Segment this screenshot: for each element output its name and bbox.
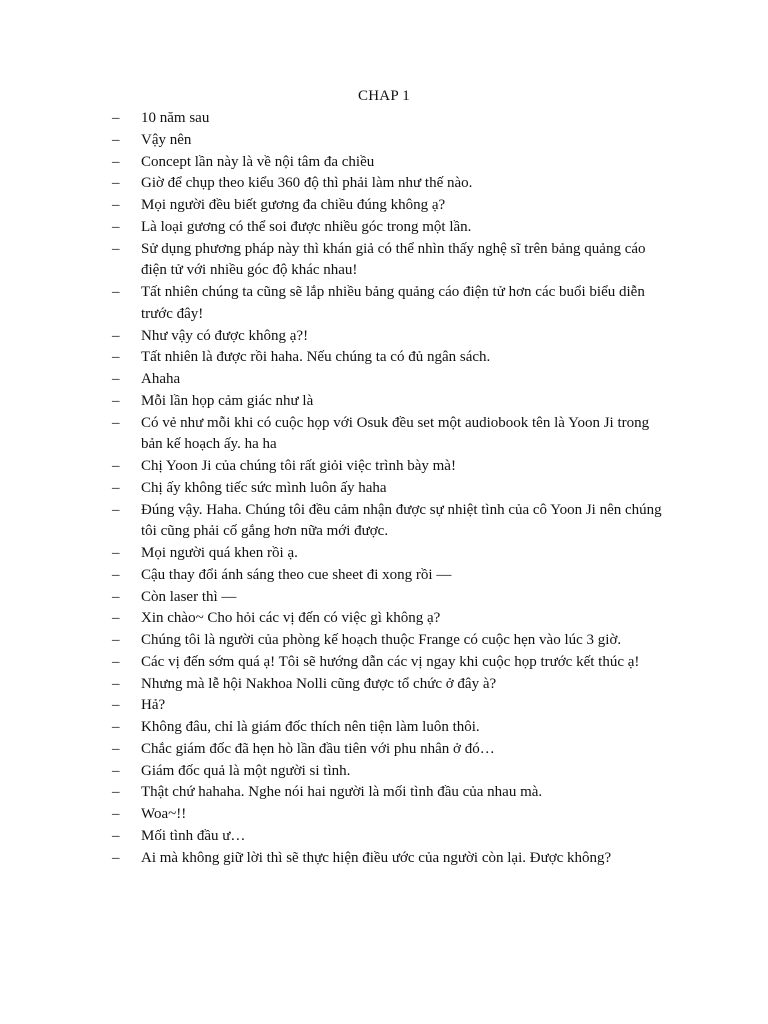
dash-bullet: – <box>112 131 120 148</box>
dash-bullet: – <box>112 588 120 605</box>
dialogue-text: Là loại gương có thể soi được nhiều góc trong một lần. <box>141 218 472 235</box>
dash-bullet: – <box>112 392 120 409</box>
dialogue-text: Woa~!! <box>141 806 187 822</box>
dash-bullet: – <box>112 479 120 496</box>
dialogue-line <box>112 565 672 587</box>
dialogue-line <box>112 326 672 348</box>
dialogue-line <box>112 761 672 783</box>
dash-bullet: – <box>112 349 120 366</box>
dash-bullet: – <box>112 806 120 822</box>
dialogue-line <box>112 347 672 369</box>
dash-bullet: – <box>112 175 120 192</box>
dialogue-line <box>112 478 672 500</box>
dialogue-text: Mọi người đều biết gương đa chiều đúng không ạ? <box>141 197 446 213</box>
dialogue-text: Hả? <box>141 697 166 714</box>
dialogue-text: Mối tình đầu ư… <box>141 827 246 844</box>
dialogue-text: Ahaha <box>141 371 181 387</box>
dash-bullet: – <box>112 849 120 866</box>
dash-bullet: – <box>112 545 120 561</box>
dialogue-line <box>112 108 672 130</box>
dash-bullet: – <box>112 458 120 474</box>
dash-bullet: – <box>112 675 120 692</box>
dash-bullet: – <box>112 110 120 126</box>
dialogue-text: Chị Yoon Ji của chúng tôi rất giỏi việc trình bày mà! <box>141 458 456 474</box>
dash-bullet: – <box>112 153 120 170</box>
dialogue-line <box>112 195 672 217</box>
dash-bullet: – <box>112 327 120 344</box>
dialogue-line <box>112 804 672 826</box>
dialogue-line <box>112 500 672 544</box>
dialogue-text: Cậu thay đổi ánh sáng theo cue sheet đi xong rồi — <box>141 566 452 583</box>
dash-bullet: – <box>112 610 120 627</box>
dialogue-line <box>112 782 672 804</box>
dialogue-text: Chắc giám đốc đã hẹn hò lần đầu tiên với phu nhân ở đó… <box>141 740 495 757</box>
dialogue-text: Sử dụng phương pháp này thì khán giả có thể nhìn thấy nghệ sĩ trên bảng quảng cáo điện tử với nhiều góc độ khác nhau! <box>141 240 646 279</box>
dialogue-line <box>112 826 672 848</box>
dash-bullet: – <box>112 697 120 714</box>
dialogue-list <box>112 108 672 869</box>
dialogue-line <box>112 848 672 870</box>
dash-bullet: – <box>112 719 120 735</box>
dialogue-line <box>112 717 672 739</box>
dash-bullet: – <box>112 501 120 518</box>
dialogue-text: Tất nhiên là được rồi haha. Nếu chúng ta có đủ ngân sách. <box>141 349 491 366</box>
dialogue-text: Không đâu, chỉ là giám đốc thích nên tiện làm luôn thôi. <box>141 719 480 735</box>
dash-bullet: – <box>112 653 120 670</box>
dialogue-text: Concept lần này là về nội tâm đa chiều <box>141 153 375 170</box>
dash-bullet: – <box>112 762 120 779</box>
dialogue-line <box>112 130 672 152</box>
dialogue-line <box>112 152 672 174</box>
dialogue-text: Các vị đến sớm quá ạ! Tôi sẽ hướng dẫn các vị ngay khi cuộc họp trước kết thúc ạ! <box>141 653 640 670</box>
dialogue-line <box>112 608 672 630</box>
dash-bullet: – <box>112 197 120 213</box>
dialogue-line <box>112 282 672 326</box>
dialogue-line <box>112 652 672 674</box>
dialogue-text: Ai mà không giữ lời thì sẽ thực hiện điều ước của người còn lại. Được không? <box>141 849 612 866</box>
dash-bullet: – <box>112 784 120 801</box>
dialogue-line <box>112 239 672 283</box>
dialogue-text: Giờ để chụp theo kiểu 360 độ thì phải làm như thế nào. <box>141 175 473 192</box>
dialogue-line <box>112 587 672 609</box>
dialogue-text: Chị ấy không tiếc sức mình luôn ấy haha <box>141 479 387 496</box>
dash-bullet: – <box>112 240 120 257</box>
dash-bullet: – <box>112 740 120 757</box>
dialogue-line <box>112 543 672 565</box>
dialogue-text: Nhưng mà lễ hội Nakhoa Nolli cũng được tổ chức ở đây à? <box>141 675 497 692</box>
dialogue-text: Chúng tôi là người của phòng kế hoạch thuộc Frange có cuộc hẹn vào lúc 3 giờ. <box>141 632 622 648</box>
dialogue-line <box>112 456 672 478</box>
dialogue-text: Có vẻ như mỗi khi có cuộc họp với Osuk đều set một audiobook tên là Yoon Ji trong bản kế hoạch ấy. ha ha <box>141 414 650 453</box>
dash-bullet: – <box>112 371 120 387</box>
dialogue-text: Mỗi lần họp cảm giác như là <box>141 392 314 409</box>
dialogue-text: Tất nhiên chúng ta cũng sẽ lắp nhiều bảng quảng cáo điện tử hơn các buổi biểu diễn trước đây! <box>141 284 645 322</box>
dash-bullet: – <box>112 827 120 844</box>
dash-bullet: – <box>112 218 120 235</box>
dialogue-text: Còn laser thì — <box>141 588 237 605</box>
dialogue-line <box>112 674 672 696</box>
dialogue-line <box>112 695 672 717</box>
dialogue-text: Đúng vậy. Haha. Chúng tôi đều cảm nhận được sự nhiệt tình của cô Yoon Ji nên chúng tôi cũng phải cố gắng hơn nữa mới được. <box>141 501 662 540</box>
dialogue-line <box>112 391 672 413</box>
dialogue-text: Giám đốc quả là một người si tình. <box>141 762 351 779</box>
dash-bullet: – <box>112 284 120 300</box>
dialogue-line <box>112 173 672 195</box>
dash-bullet: – <box>112 632 120 648</box>
dialogue-text: Thật chứ hahaha. Nghe nói hai người là mối tình đầu của nhau mà. <box>141 784 543 801</box>
dialogue-text: Như vậy có được không ạ?! <box>141 327 309 344</box>
dialogue-line <box>112 369 672 391</box>
dialogue-text: Xin chào~ Cho hỏi các vị đến có việc gì không ạ? <box>141 610 441 627</box>
chapter-title: CHAP 1 <box>358 88 410 104</box>
dash-bullet: – <box>112 414 120 431</box>
dialogue-text: 10 năm sau <box>141 110 210 126</box>
dialogue-text: Vậy nên <box>141 131 192 148</box>
dialogue-line <box>112 630 672 652</box>
dialogue-line <box>112 217 672 239</box>
dialogue-line <box>112 413 672 457</box>
dash-bullet: – <box>112 566 120 583</box>
dialogue-line <box>112 739 672 761</box>
dialogue-text: Mọi người quá khen rồi ạ. <box>141 545 298 561</box>
